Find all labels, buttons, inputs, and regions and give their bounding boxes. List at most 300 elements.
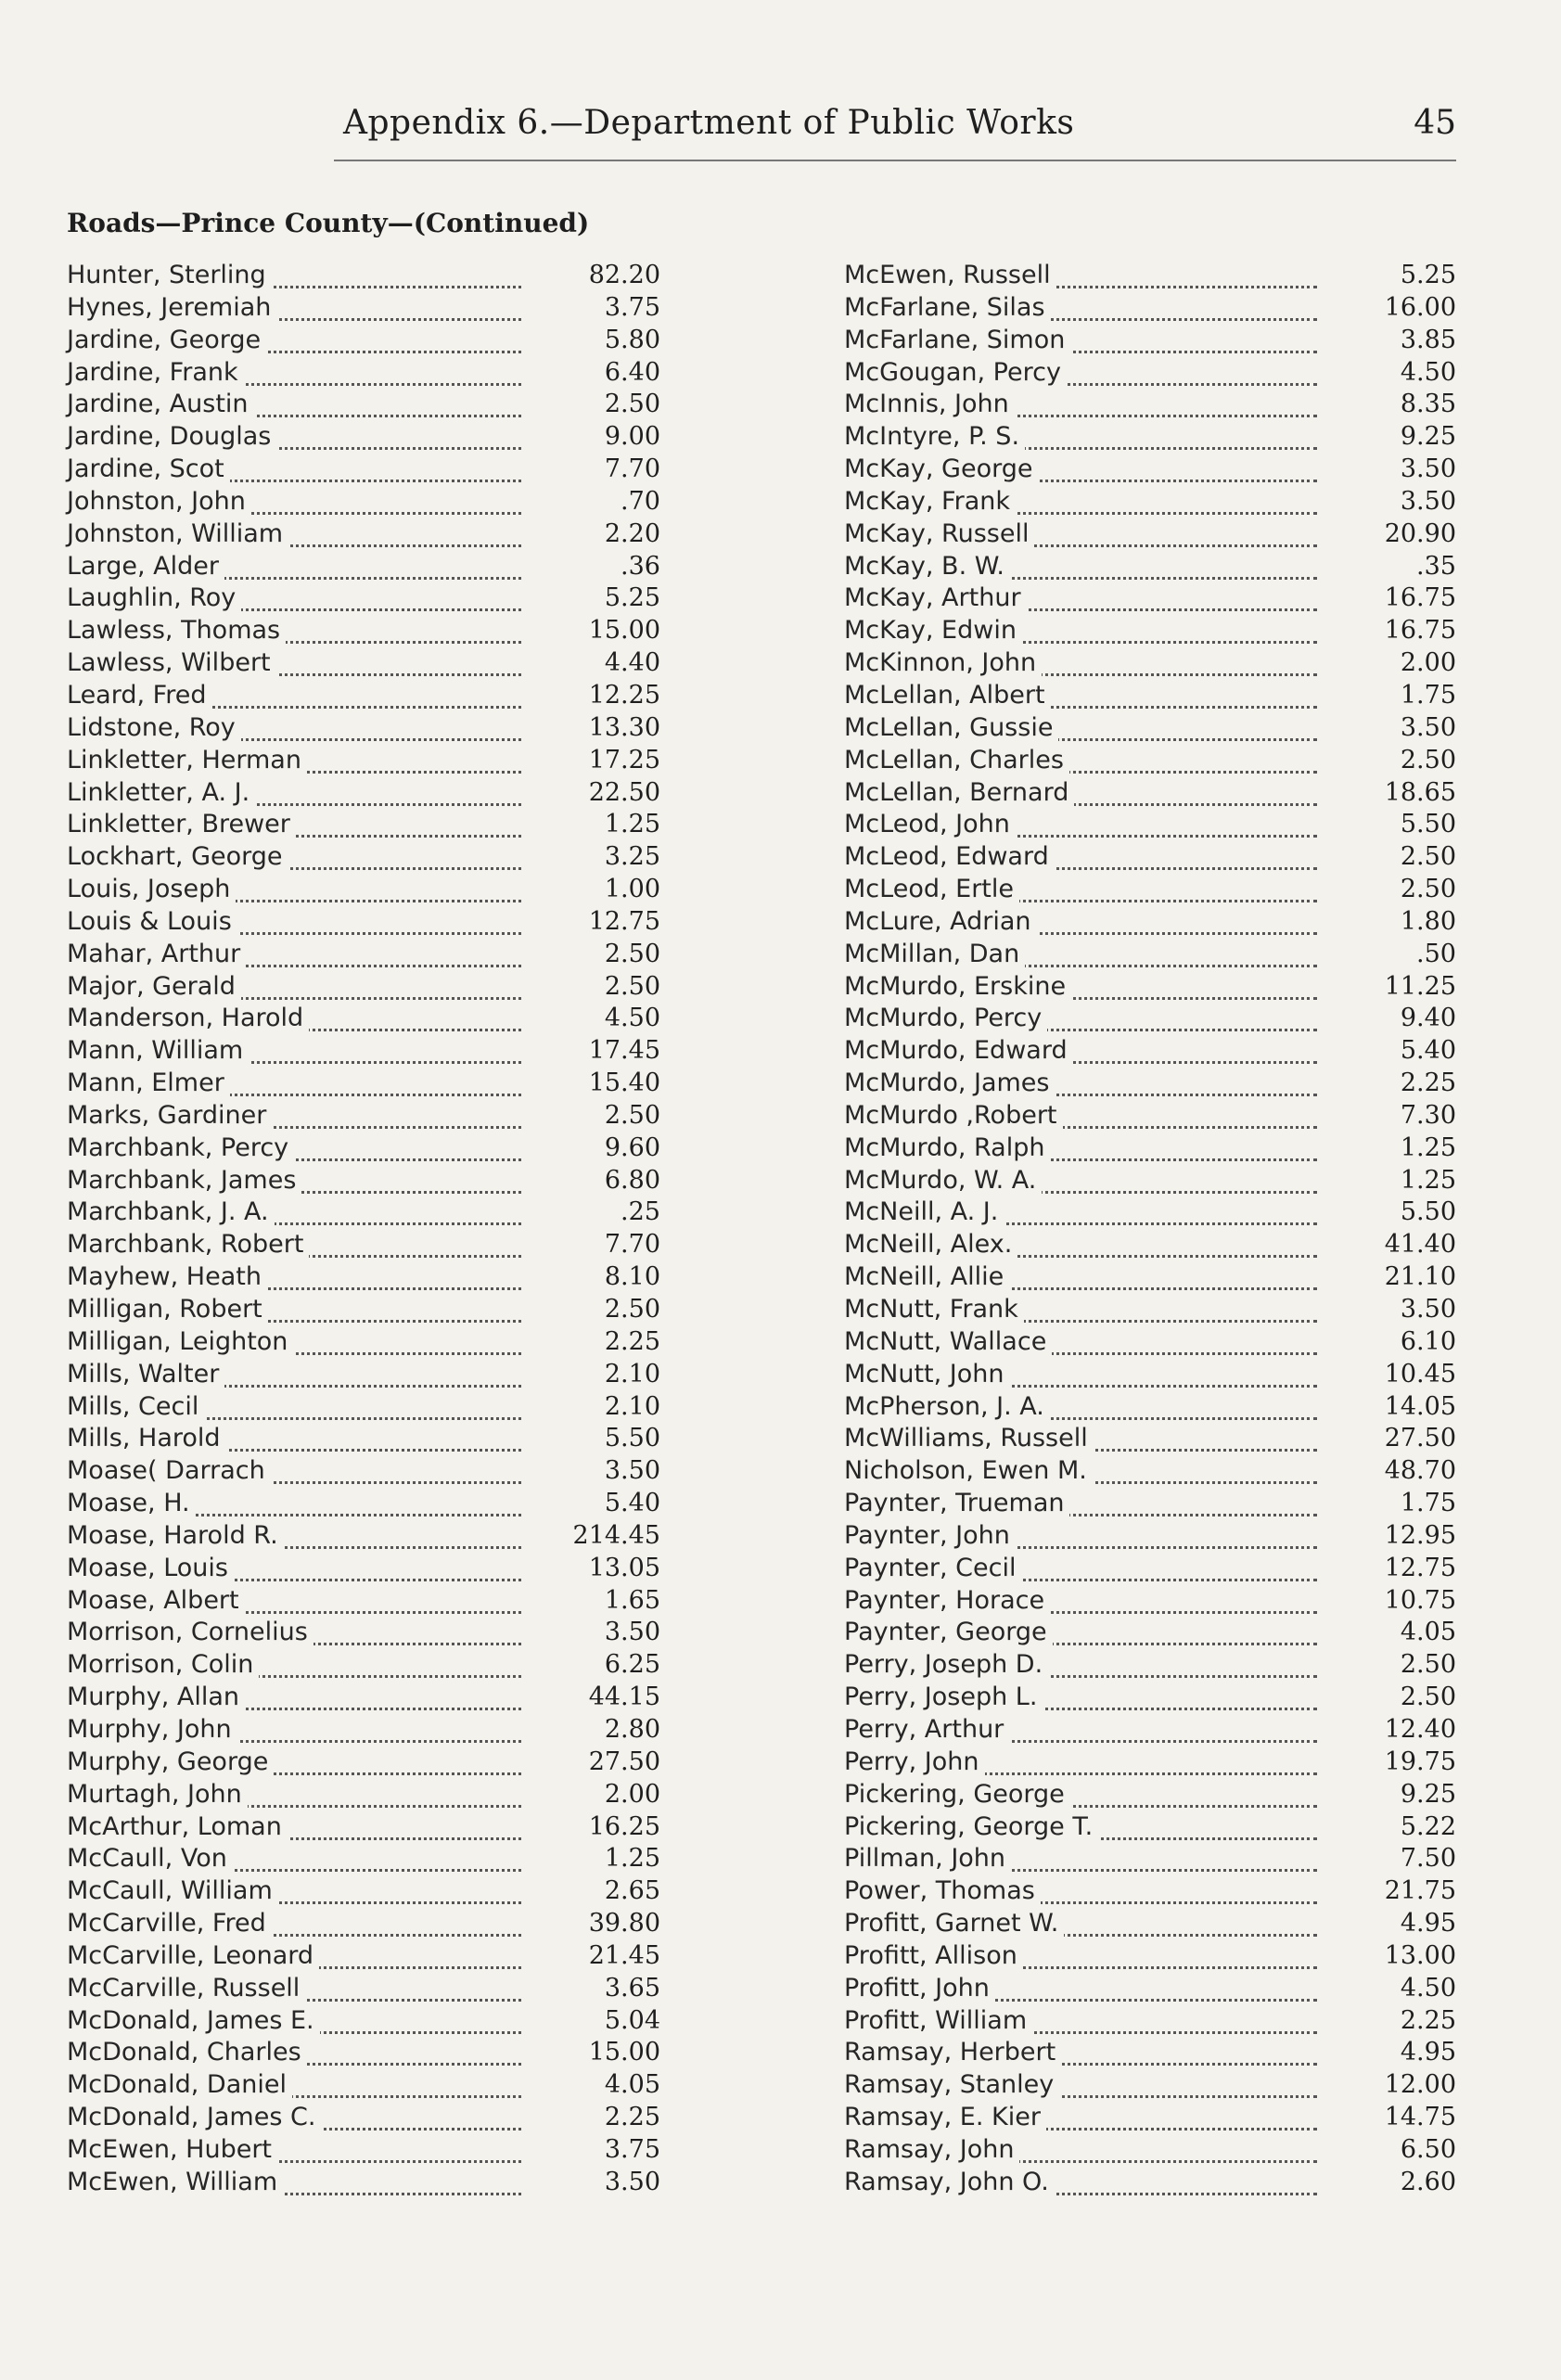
list-item <box>67 2005 660 2038</box>
payee-name: Mills, Cecil <box>67 1391 204 1424</box>
list-item <box>67 1035 660 1068</box>
payee-name: McFarlane, Silas <box>844 292 1051 325</box>
list-item <box>844 1035 1456 1068</box>
list-item <box>67 551 660 583</box>
payee-name: McLellan, Gussie <box>844 712 1058 745</box>
payee-name: McMurdo, Percy <box>844 1003 1047 1035</box>
payment-amount: 2.00 <box>553 1779 660 1811</box>
payment-amount: 2.50 <box>1349 745 1456 777</box>
list-item <box>67 1843 660 1875</box>
list-item <box>844 1520 1456 1553</box>
payment-amount: 16.75 <box>1349 615 1456 647</box>
payment-amount: 5.50 <box>1349 1196 1456 1229</box>
payment-amount: 21.75 <box>1349 1875 1456 1908</box>
payee-name: Mayhew, Heath <box>67 1261 267 1294</box>
payment-amount: 3.75 <box>553 2134 660 2167</box>
list-item <box>844 841 1456 874</box>
payee-name: McLeod, Edward <box>844 841 1055 874</box>
payment-amount: 3.50 <box>1349 486 1456 518</box>
payment-amount: 1.65 <box>553 1585 660 1618</box>
payee-name: McDonald, James E. <box>67 2005 320 2038</box>
payment-amount: 6.80 <box>553 1165 660 1197</box>
payee-name: Morrison, Cornelius <box>67 1617 313 1649</box>
payee-name: McKay, George <box>844 454 1039 486</box>
list-item <box>844 582 1456 615</box>
payment-amount: 4.40 <box>553 647 660 680</box>
list-item <box>67 1423 660 1455</box>
payee-name: McNutt, Wallace <box>844 1326 1052 1359</box>
payee-name: McNeill, A. J. <box>844 1196 1004 1229</box>
payment-amount: 2.25 <box>553 1326 660 1359</box>
list-item <box>844 1908 1456 1940</box>
payment-amount: 44.15 <box>553 1682 660 1714</box>
list-item <box>67 2102 660 2134</box>
payment-amount: 10.45 <box>1349 1359 1456 1391</box>
list-item <box>67 1326 660 1359</box>
payment-amount: 5.40 <box>553 1488 660 1520</box>
payment-amount: 2.25 <box>553 2102 660 2134</box>
list-item <box>844 2069 1456 2102</box>
list-item <box>67 1261 660 1294</box>
payee-name: McInnis, John <box>844 389 1015 421</box>
list-item <box>844 1391 1456 1424</box>
payment-amount: 6.50 <box>1349 2134 1456 2167</box>
payment-amount: 2.10 <box>553 1391 660 1424</box>
page-number: 45 <box>1414 104 1456 142</box>
list-item <box>67 680 660 712</box>
list-item <box>844 2167 1456 2199</box>
list-item <box>844 1100 1456 1132</box>
right-column <box>844 260 1456 2199</box>
list-item <box>67 1359 660 1391</box>
payment-amount: 10.75 <box>1349 1585 1456 1618</box>
list-item <box>67 1908 660 1940</box>
payment-amount: 12.40 <box>1349 1714 1456 1747</box>
payee-name: Jardine, Scot <box>67 454 230 486</box>
payment-amount: 3.65 <box>553 1973 660 2005</box>
payee-name: Ramsay, John O. <box>844 2167 1055 2199</box>
list-item <box>844 1423 1456 1455</box>
list-item <box>844 777 1456 810</box>
payment-amount: 5.40 <box>1349 1035 1456 1068</box>
payee-name: Laughlin, Roy <box>67 582 241 615</box>
payment-amount: 9.25 <box>1349 1779 1456 1811</box>
payee-name: Murphy, Allan <box>67 1682 245 1714</box>
list-item <box>67 486 660 518</box>
list-item <box>844 454 1456 486</box>
list-item <box>67 809 660 841</box>
list-item <box>67 1455 660 1488</box>
payment-amount: 2.80 <box>553 1714 660 1747</box>
payment-amount: 41.40 <box>1349 1229 1456 1261</box>
list-item <box>67 939 660 971</box>
list-item <box>67 906 660 939</box>
payment-amount: 8.35 <box>1349 389 1456 421</box>
payment-amount: 2.50 <box>1349 841 1456 874</box>
payment-amount: 2.50 <box>1349 1682 1456 1714</box>
payee-name: Marchbank, James <box>67 1165 301 1197</box>
payee-name: Jardine, George <box>67 325 266 357</box>
list-item <box>844 2102 1456 2134</box>
list-item <box>844 1875 1456 1908</box>
list-item <box>844 1779 1456 1811</box>
payment-amount: 6.10 <box>1349 1326 1456 1359</box>
payee-name: McMillan, Dan <box>844 939 1025 971</box>
payee-name: Ramsay, Stanley <box>844 2069 1059 2102</box>
payment-amount: 2.50 <box>1349 874 1456 906</box>
list-item <box>844 2134 1456 2167</box>
payee-name: Moase, Albert <box>67 1585 245 1618</box>
payment-amount: 8.10 <box>553 1261 660 1294</box>
payment-amount: 13.05 <box>553 1553 660 1585</box>
payment-amount: 15.00 <box>553 615 660 647</box>
payee-name: Marchbank, J. A. <box>67 1196 275 1229</box>
payee-name: Mann, William <box>67 1035 249 1068</box>
list-item <box>67 1649 660 1682</box>
payment-amount: 4.05 <box>1349 1617 1456 1649</box>
payment-amount: 4.95 <box>1349 2037 1456 2069</box>
list-item <box>844 1682 1456 1714</box>
payment-amount: 27.50 <box>553 1747 660 1779</box>
payee-name: McNeill, Allie <box>844 1261 1009 1294</box>
payment-amount: 3.50 <box>553 1455 660 1488</box>
list-item <box>844 809 1456 841</box>
list-item <box>844 292 1456 325</box>
payee-name: Hunter, Sterling <box>67 260 272 292</box>
payee-name: Pillman, John <box>844 1843 1011 1875</box>
list-item <box>67 1488 660 1520</box>
list-item <box>67 582 660 615</box>
payee-name: Jardine, Frank <box>67 357 244 390</box>
list-item <box>844 357 1456 390</box>
payment-amount: 4.50 <box>1349 1973 1456 2005</box>
payee-name: McNutt, Frank <box>844 1294 1024 1326</box>
list-item <box>844 906 1456 939</box>
payee-name: McArthur, Loman <box>67 1811 288 1844</box>
payment-amount: 4.50 <box>1349 357 1456 390</box>
payment-amount: 27.50 <box>1349 1423 1456 1455</box>
payee-name: Perry, Arthur <box>844 1714 1009 1747</box>
payment-amount: 7.50 <box>1349 1843 1456 1875</box>
payee-name: Paynter, Cecil <box>844 1553 1021 1585</box>
payee-name: Ramsay, John <box>844 2134 1019 2167</box>
list-item <box>67 1100 660 1132</box>
list-item <box>844 421 1456 454</box>
payment-amount: 7.70 <box>553 454 660 486</box>
list-item <box>67 2134 660 2167</box>
payment-amount: 2.20 <box>553 518 660 551</box>
payee-name: McKay, Edwin <box>844 615 1022 647</box>
payee-name: McCarville, Leonard <box>67 1940 319 1973</box>
payment-amount: 5.50 <box>1349 809 1456 841</box>
payee-name: Linkletter, Herman <box>67 745 307 777</box>
payee-name: Large, Alder <box>67 551 224 583</box>
payee-name: McMurdo, W. A. <box>844 1165 1042 1197</box>
payment-amount: 1.25 <box>1349 1132 1456 1165</box>
payee-name: McCaull, William <box>67 1875 278 1908</box>
payee-name: Power, Thomas <box>844 1875 1041 1908</box>
list-item <box>844 1165 1456 1197</box>
payee-name: Louis & Louis <box>67 906 237 939</box>
payee-name: Milligan, Leighton <box>67 1326 293 1359</box>
list-item <box>844 1261 1456 1294</box>
payment-amount: 3.50 <box>1349 1294 1456 1326</box>
payee-name: McNutt, John <box>844 1359 1010 1391</box>
left-column <box>67 260 660 2199</box>
payee-name: Pickering, George T. <box>844 1811 1098 1844</box>
payee-name: Lawless, Thomas <box>67 615 286 647</box>
payment-amount: 16.75 <box>1349 582 1456 615</box>
payment-amount: 14.75 <box>1349 2102 1456 2134</box>
payee-name: McMurdo, James <box>844 1068 1055 1100</box>
payment-amount: 1.25 <box>553 809 660 841</box>
payment-amount: 1.25 <box>1349 1165 1456 1197</box>
payee-name: McLellan, Charles <box>844 745 1069 777</box>
list-item <box>67 2167 660 2199</box>
payment-amount: 2.00 <box>1349 647 1456 680</box>
section-title: Roads—Prince County—(Continued) <box>67 208 590 238</box>
payment-amount: 13.00 <box>1349 1940 1456 1973</box>
payee-name: Ramsay, Herbert <box>844 2037 1061 2069</box>
list-item <box>67 1617 660 1649</box>
payment-amount: 2.50 <box>1349 1649 1456 1682</box>
payee-name: McLeod, John <box>844 809 1016 841</box>
list-item <box>67 518 660 551</box>
payee-name: McMurdo, Ralph <box>844 1132 1050 1165</box>
payee-name: McFarlane, Simon <box>844 325 1070 357</box>
list-item <box>844 1359 1456 1391</box>
payee-name: Manderson, Harold <box>67 1003 309 1035</box>
list-item <box>844 1068 1456 1100</box>
list-item <box>67 1973 660 2005</box>
list-item <box>844 939 1456 971</box>
payee-name: Johnston, John <box>67 486 251 518</box>
payee-name: Paynter, Trueman <box>844 1488 1069 1520</box>
payment-amount: 3.75 <box>553 292 660 325</box>
payment-amount: 2.60 <box>1349 2167 1456 2199</box>
list-item <box>844 680 1456 712</box>
payee-name: McKay, Russell <box>844 518 1034 551</box>
payee-name: McGougan, Percy <box>844 357 1067 390</box>
payee-name: McLure, Adrian <box>844 906 1037 939</box>
payment-amount: 15.40 <box>553 1068 660 1100</box>
list-item <box>844 2005 1456 2038</box>
payee-name: Perry, Joseph D. <box>844 1649 1048 1682</box>
list-item <box>67 292 660 325</box>
payment-amount: 1.75 <box>1349 1488 1456 1520</box>
payee-name: McDonald, Daniel <box>67 2069 292 2102</box>
payee-name: Perry, Joseph L. <box>844 1682 1043 1714</box>
payee-name: Profitt, Garnet W. <box>844 1908 1064 1940</box>
payment-amount: 2.65 <box>553 1875 660 1908</box>
payment-amount: .70 <box>553 486 660 518</box>
payment-amount: 3.50 <box>1349 454 1456 486</box>
payee-name: Murtagh, John <box>67 1779 248 1811</box>
payee-name: McKay, Arthur <box>844 582 1027 615</box>
list-item <box>67 1068 660 1100</box>
payee-name: Moase, Louis <box>67 1553 234 1585</box>
payee-name: McEwen, Hubert <box>67 2134 277 2167</box>
payee-name: McEwen, Russell <box>844 260 1056 292</box>
payment-amount: 2.50 <box>553 1100 660 1132</box>
list-item <box>844 1132 1456 1165</box>
payment-amount: 2.25 <box>1349 2005 1456 2038</box>
payment-amount: 3.50 <box>1349 712 1456 745</box>
list-item <box>67 2037 660 2069</box>
list-item <box>844 1649 1456 1682</box>
payee-name: McLeod, Ertle <box>844 874 1019 906</box>
list-item <box>844 1973 1456 2005</box>
payment-amount: 5.80 <box>553 325 660 357</box>
list-item <box>67 1003 660 1035</box>
list-item <box>844 1747 1456 1779</box>
list-item <box>844 1455 1456 1488</box>
list-item <box>67 1779 660 1811</box>
list-item <box>844 486 1456 518</box>
list-item <box>67 1714 660 1747</box>
list-item <box>844 1488 1456 1520</box>
payment-amount: 4.50 <box>553 1003 660 1035</box>
payee-name: Paynter, Horace <box>844 1585 1050 1618</box>
payment-amount: 12.75 <box>1349 1553 1456 1585</box>
payee-name: McLellan, Albert <box>844 680 1051 712</box>
payee-name: Moase, Harold R. <box>67 1520 284 1553</box>
list-item <box>844 647 1456 680</box>
payee-name: Profitt, William <box>844 2005 1032 2038</box>
payment-amount: 1.80 <box>1349 906 1456 939</box>
payee-name: Lawless, Wilbert <box>67 647 276 680</box>
payee-name: Major, Gerald <box>67 971 241 1004</box>
payment-amount: 3.25 <box>553 841 660 874</box>
payee-name: Paynter, John <box>844 1520 1016 1553</box>
list-item <box>67 615 660 647</box>
list-item <box>67 260 660 292</box>
payee-name: Murphy, John <box>67 1714 237 1747</box>
list-item <box>67 325 660 357</box>
payment-amount: 82.20 <box>553 260 660 292</box>
payment-amount: 5.25 <box>1349 260 1456 292</box>
payment-amount: 3.50 <box>553 2167 660 2199</box>
payment-amount: 9.40 <box>1349 1003 1456 1035</box>
list-item <box>67 1875 660 1908</box>
list-item <box>844 1940 1456 1973</box>
list-item <box>67 1585 660 1618</box>
payment-amount: 5.04 <box>553 2005 660 2038</box>
list-item <box>67 841 660 874</box>
payee-name: Profitt, Allison <box>844 1940 1023 1973</box>
payee-name: McCaull, Von <box>67 1843 233 1875</box>
list-item <box>844 1617 1456 1649</box>
payee-name: Moase, H. <box>67 1488 196 1520</box>
list-item <box>844 260 1456 292</box>
list-item <box>67 745 660 777</box>
payment-amount: 22.50 <box>553 777 660 810</box>
list-item <box>844 1229 1456 1261</box>
list-item <box>67 1132 660 1165</box>
payee-name: McCarville, Russell <box>67 1973 305 2005</box>
payment-amount: 12.00 <box>1349 2069 1456 2102</box>
list-item <box>844 712 1456 745</box>
payee-name: McPherson, J. A. <box>844 1391 1050 1424</box>
payee-name: Linkletter, Brewer <box>67 809 296 841</box>
payee-name: Lockhart, George <box>67 841 288 874</box>
payee-name: McIntyre, P. S. <box>844 421 1025 454</box>
page-header <box>343 104 1456 160</box>
payment-amount: 20.90 <box>1349 518 1456 551</box>
payment-amount: 4.05 <box>553 2069 660 2102</box>
payee-name: Pickering, George <box>844 1779 1070 1811</box>
list-item <box>844 615 1456 647</box>
payment-amount: 3.85 <box>1349 325 1456 357</box>
payee-name: Perry, John <box>844 1747 985 1779</box>
payee-name: Mann, Elmer <box>67 1068 230 1100</box>
payment-amount: 6.25 <box>553 1649 660 1682</box>
payee-name: Marchbank, Robert <box>67 1229 309 1261</box>
list-item <box>67 1520 660 1553</box>
payee-name: McMurdo ,Robert <box>844 1100 1063 1132</box>
page-title: Appendix 6.—Department of Public Works <box>343 104 1075 142</box>
payment-amount: 21.45 <box>553 1940 660 1973</box>
list-item <box>67 1747 660 1779</box>
payee-name: Moase( Darrach <box>67 1455 271 1488</box>
payment-amount: 12.25 <box>553 680 660 712</box>
payment-amount: 5.25 <box>553 582 660 615</box>
payee-name: Hynes, Jeremiah <box>67 292 276 325</box>
payment-amount: 21.10 <box>1349 1261 1456 1294</box>
header-rule <box>334 160 1456 161</box>
payment-amount: 2.50 <box>553 1294 660 1326</box>
payment-amount: 17.25 <box>553 745 660 777</box>
payment-amount: 5.50 <box>553 1423 660 1455</box>
payment-amount: 18.65 <box>1349 777 1456 810</box>
list-item <box>844 745 1456 777</box>
list-item <box>844 325 1456 357</box>
payee-name: McDonald, James C. <box>67 2102 321 2134</box>
payment-amount: 1.25 <box>553 1843 660 1875</box>
list-item <box>67 647 660 680</box>
list-item <box>67 1196 660 1229</box>
payment-amount: 7.70 <box>553 1229 660 1261</box>
list-item <box>67 971 660 1004</box>
list-item <box>67 1229 660 1261</box>
payee-name: Mahar, Arthur <box>67 939 246 971</box>
list-item <box>67 389 660 421</box>
list-item <box>67 1553 660 1585</box>
payee-name: McMurdo, Edward <box>844 1035 1073 1068</box>
payee-name: Johnston, William <box>67 518 288 551</box>
payment-amount: 9.00 <box>553 421 660 454</box>
list-item <box>67 2069 660 2102</box>
payment-amount: 2.10 <box>553 1359 660 1391</box>
payee-name: Linkletter, A. J. <box>67 777 255 810</box>
list-item <box>844 1553 1456 1585</box>
list-item <box>844 1585 1456 1618</box>
list-item <box>67 874 660 906</box>
list-item <box>67 1682 660 1714</box>
payee-name: McKay, Frank <box>844 486 1016 518</box>
payment-amount: 13.30 <box>553 712 660 745</box>
payee-name: Profitt, John <box>844 1973 995 2005</box>
list-item <box>67 712 660 745</box>
payee-name: Paynter, George <box>844 1617 1053 1649</box>
payee-name: McLellan, Bernard <box>844 777 1074 810</box>
payment-amount: 7.30 <box>1349 1100 1456 1132</box>
payee-name: McKinnon, John <box>844 647 1042 680</box>
payment-amount: 6.40 <box>553 357 660 390</box>
payee-name: McEwen, William <box>67 2167 283 2199</box>
payment-amount: 3.50 <box>553 1617 660 1649</box>
payment-amount: 16.00 <box>1349 292 1456 325</box>
